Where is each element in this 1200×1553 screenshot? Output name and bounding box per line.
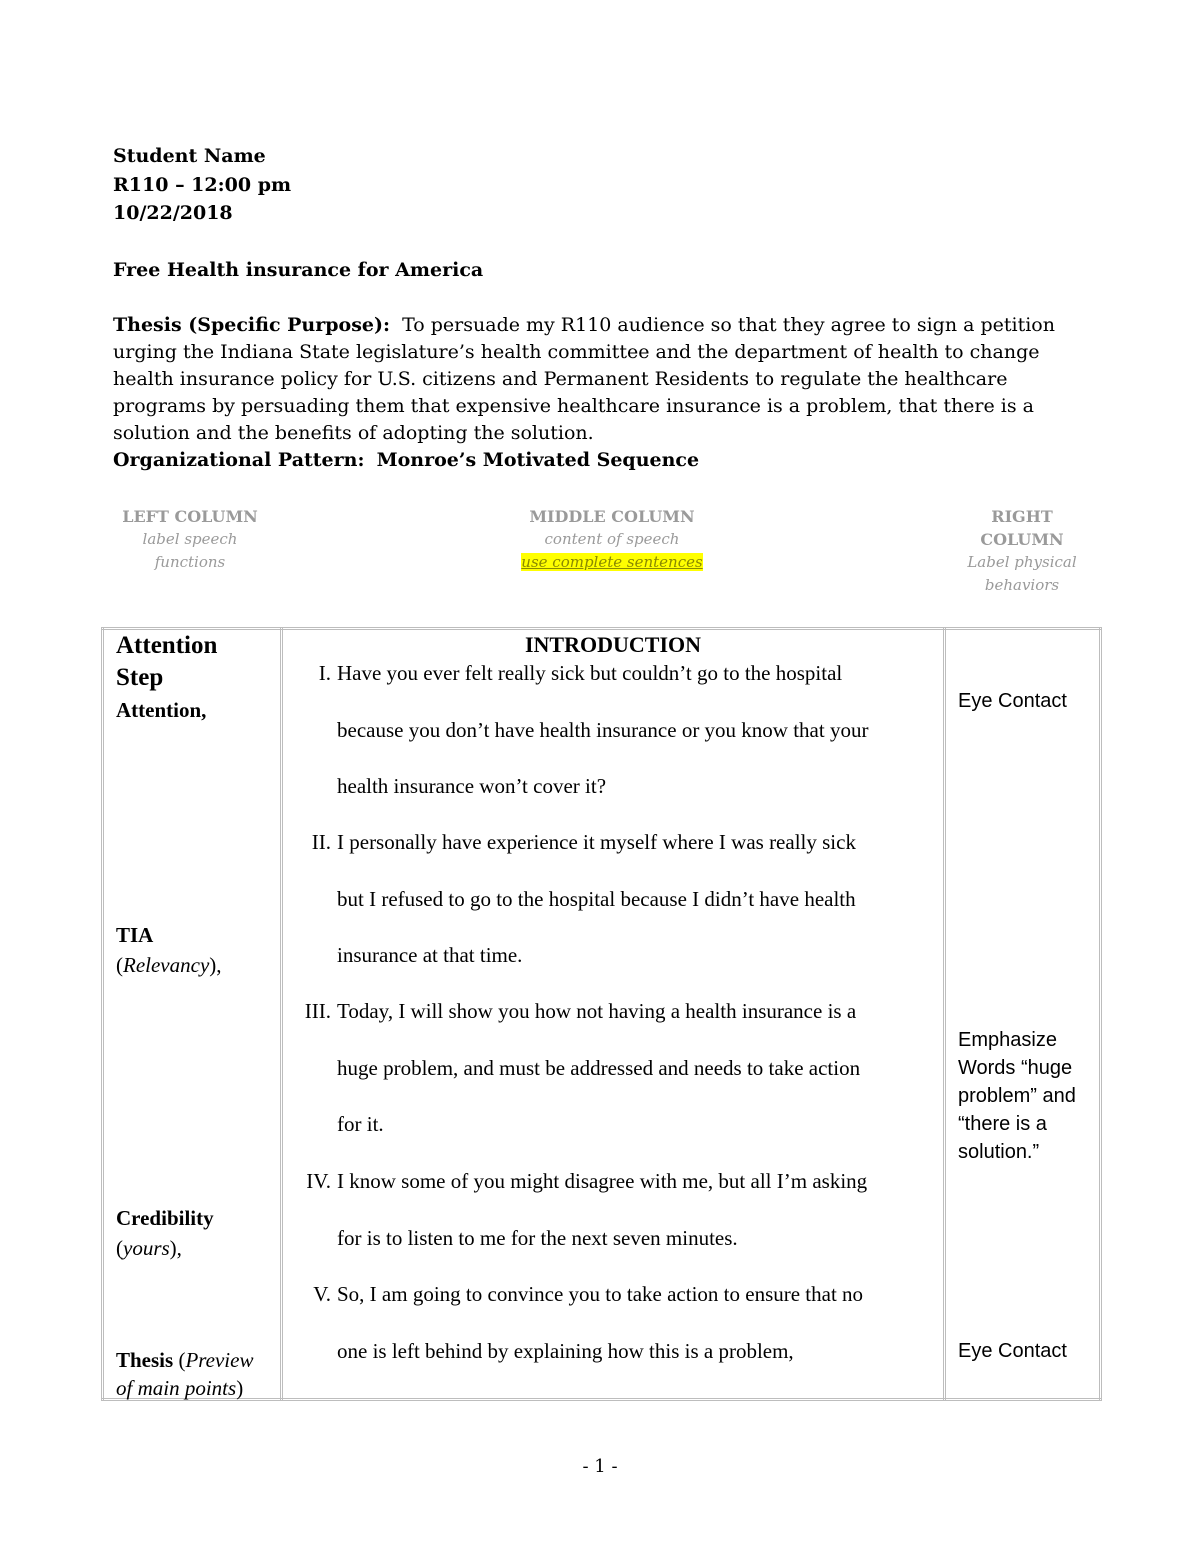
eye-contact-note: Eye Contact <box>958 690 1067 712</box>
item-line: insurance at that time. <box>337 943 523 967</box>
item-line: for is to listen to me for the next seven minutes. <box>337 1225 738 1250</box>
outline-item <box>291 983 931 1153</box>
left-column-heading <box>100 505 280 574</box>
item-line: because you don’t have health insurance or you know that your <box>337 717 869 742</box>
item-line: I personally have experience it myself where I was really sick <box>337 830 856 854</box>
organizational-pattern <box>113 447 1088 474</box>
item-number: I. <box>318 661 331 685</box>
eye-contact-note: Eye Contact <box>958 1340 1067 1362</box>
yours-open: ( <box>116 1236 123 1260</box>
item-line: health insurance won’t cover it? <box>337 774 607 798</box>
middle-column-title: MIDDLE COLUMN <box>529 507 695 526</box>
right-column-title-2: COLUMN <box>980 530 1064 549</box>
yours-label <box>116 1234 182 1262</box>
attention-label: Attention, <box>116 698 207 722</box>
middle-column-heading <box>462 505 762 574</box>
thesis-text: To persuade my R110 audience so that they agree to sign a petition urging the Indiana State legislature’s health committee and the department of health to change health insurance policy for U.S. citizens and Permanent Residents to regulate the healthcare programs by persuading them that expensive healthcare insurance is a problem, that there is a solution and the benefits of adopting the solution. <box>113 314 1055 444</box>
emphasize-line: solution.” <box>958 1141 1040 1163</box>
attention-step-label <box>116 630 217 694</box>
middle-column-desc-1: content of speech <box>544 530 680 548</box>
preview-word: Preview <box>185 1348 254 1372</box>
emphasize-line: Words “huge <box>958 1057 1073 1079</box>
emphasize-line: “there is a <box>958 1113 1047 1135</box>
introduction-heading: INTRODUCTION <box>524 632 702 657</box>
item-number: III. <box>304 999 331 1023</box>
item-number: IV. <box>306 1169 331 1193</box>
credibility-label: Credibility <box>116 1206 214 1230</box>
item-line: Have you ever felt really sick but couldn’t go to the hospital <box>337 661 843 685</box>
item-line: but I refused to go to the hospital because I didn’t have health <box>337 886 856 911</box>
tia-label: TIA <box>116 923 154 947</box>
page-number: - 1 - <box>582 1456 618 1477</box>
yours-text: yours <box>123 1236 170 1260</box>
item-line: Today, I will show you how not having a health insurance is a <box>337 999 857 1023</box>
right-column-title-1: RIGHT <box>991 507 1053 526</box>
speech-outline-table <box>101 627 1102 1401</box>
preview-open: ( <box>178 1348 186 1372</box>
outline-item <box>291 645 931 815</box>
date: 10/22/2018 <box>113 202 233 224</box>
emphasize-line: problem” and <box>958 1085 1076 1107</box>
left-column-desc-1: label speech <box>142 530 238 548</box>
pattern-label: Organizational Pattern: <box>113 449 365 471</box>
pattern-value: Monroe’s Motivated Sequence <box>376 449 700 471</box>
right-column-desc-2: behaviors <box>984 576 1060 594</box>
speech-title: Free Health insurance for America <box>113 258 484 281</box>
left-column-desc-2: functions <box>154 553 226 571</box>
outline-item <box>291 814 931 984</box>
item-line: for it. <box>337 1112 384 1136</box>
relevancy-text: Relevancy <box>123 953 210 977</box>
item-line: So, I am going to convince you to take action to ensure that no <box>337 1282 864 1306</box>
item-line: I know some of you might disagree with me, but all I’m asking <box>337 1169 868 1193</box>
physical-behaviors-column <box>945 629 1101 1400</box>
relevancy-open: ( <box>116 953 123 977</box>
relevancy-label <box>116 951 222 979</box>
thesis-label: Thesis (Specific Purpose): <box>113 314 390 336</box>
item-number: II. <box>311 830 331 854</box>
document-header <box>113 142 1093 284</box>
yours-close: ), <box>169 1236 182 1260</box>
right-column-desc-1: Label physical <box>967 553 1077 571</box>
relevancy-close: ), <box>209 953 222 977</box>
thesis-paragraph <box>113 312 1088 447</box>
emphasize-note <box>958 1026 1098 1166</box>
preview-close: ) <box>236 1376 244 1400</box>
main-points-text: of main points <box>116 1376 237 1400</box>
outline-item <box>291 1266 931 1379</box>
student-name: Student Name <box>113 145 266 167</box>
middle-column-desc-2: use complete sentences <box>521 553 703 571</box>
right-column-heading <box>942 505 1102 597</box>
attention-step-line-1: Attention <box>116 632 218 659</box>
outline-item <box>291 1153 931 1266</box>
item-line: one is left behind by explaining how this is a problem, <box>337 1338 794 1363</box>
item-line: huge problem, and must be addressed and needs to take action <box>337 1055 861 1080</box>
speech-functions-column <box>103 629 282 1400</box>
attention-step-line-2: Step <box>116 664 164 691</box>
course-time: R110 – 12:00 pm <box>113 173 292 196</box>
left-column-title: LEFT COLUMN <box>122 507 258 526</box>
item-number: V. <box>313 1282 331 1306</box>
thesis-word: Thesis <box>116 1348 174 1372</box>
thesis-preview-label <box>116 1346 276 1402</box>
thesis-block <box>113 312 1088 474</box>
speech-content-column <box>282 629 945 1400</box>
emphasize-line: Emphasize <box>958 1029 1057 1051</box>
